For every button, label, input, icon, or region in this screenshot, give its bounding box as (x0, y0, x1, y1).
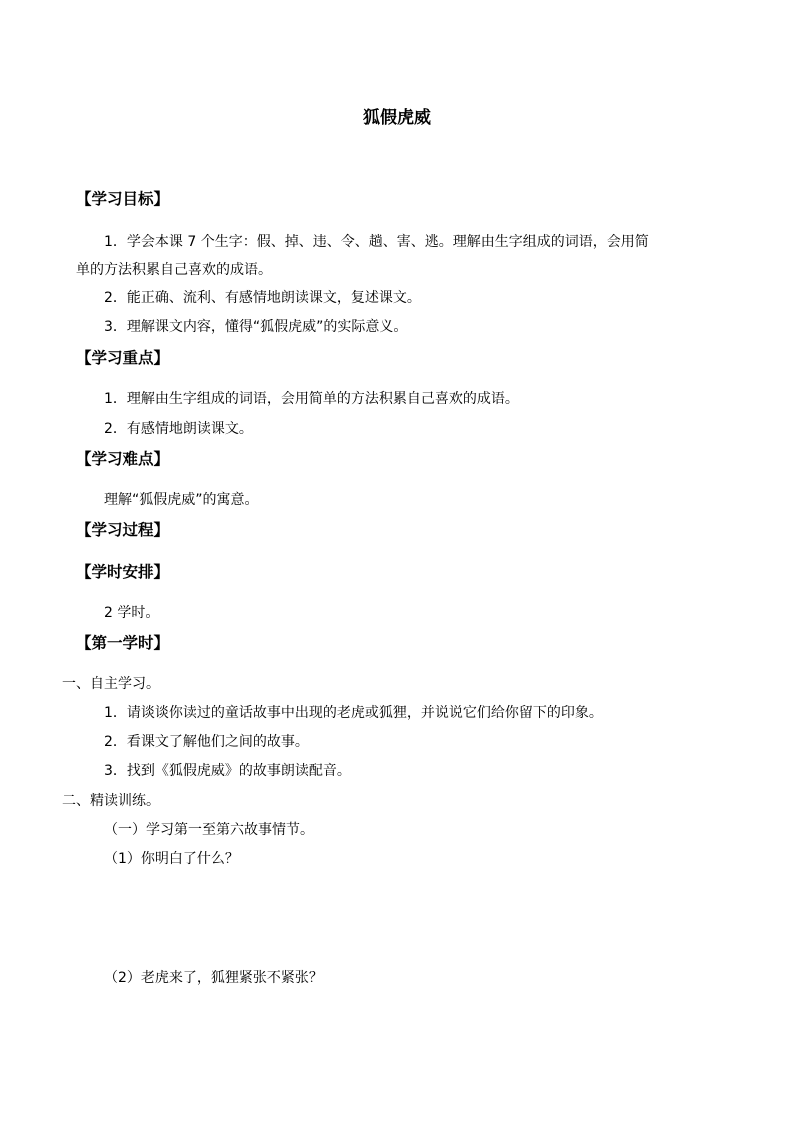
goals-item-1-cont: 单的方法积累自己喜欢的成语。 (76, 262, 272, 278)
self-study-item-2: 2．看课文了解他们之间的故事。 (104, 734, 309, 750)
intensive-reading-title: 二、精读训练。 (62, 793, 160, 809)
difficulties-heading: 【学习难点】 (76, 450, 170, 468)
process-heading: 【学习过程】 (76, 521, 170, 539)
schedule-heading: 【学时安排】 (76, 563, 170, 581)
question-2: （2）老虎来了，狐狸紧张不紧张？ (104, 970, 323, 986)
difficulties-item-1: 理解“狐假虎威”的寓意。 (104, 492, 259, 508)
goals-item-2: 2．能正确、流利、有感情地朗读课文，复述课文。 (104, 290, 421, 306)
goals-heading: 【学习目标】 (76, 190, 170, 208)
document-title: 狐假虎威 (363, 108, 431, 128)
intensive-reading-sub: （一）学习第一至第六故事情节。 (104, 822, 314, 838)
goals-item-3: 3．理解课文内容，懂得“狐假虎威”的实际意义。 (104, 319, 408, 335)
self-study-item-3: 3．找到《狐假虎威》的故事朗读配音。 (104, 763, 351, 779)
key-points-heading: 【学习重点】 (76, 349, 170, 367)
schedule-item-1: 2 学时。 (104, 605, 160, 621)
self-study-title: 一、自主学习。 (62, 676, 160, 692)
key-points-item-2: 2．有感情地朗读课文。 (104, 421, 253, 437)
self-study-item-1: 1．请谈谈你读过的童话故事中出现的老虎或狐狸，并说说它们给你留下的印象。 (104, 705, 603, 721)
question-1: （1）你明白了什么？ (104, 851, 239, 867)
first-period-heading: 【第一学时】 (76, 634, 170, 652)
key-points-item-1: 1．理解由生字组成的词语，会用简单的方法积累自己喜欢的成语。 (104, 391, 519, 407)
goals-item-1: 1．学会本课 7 个生字：假、掉、违、令、趟、害、逃。理解由生字组成的词语，会用简 (104, 234, 649, 250)
